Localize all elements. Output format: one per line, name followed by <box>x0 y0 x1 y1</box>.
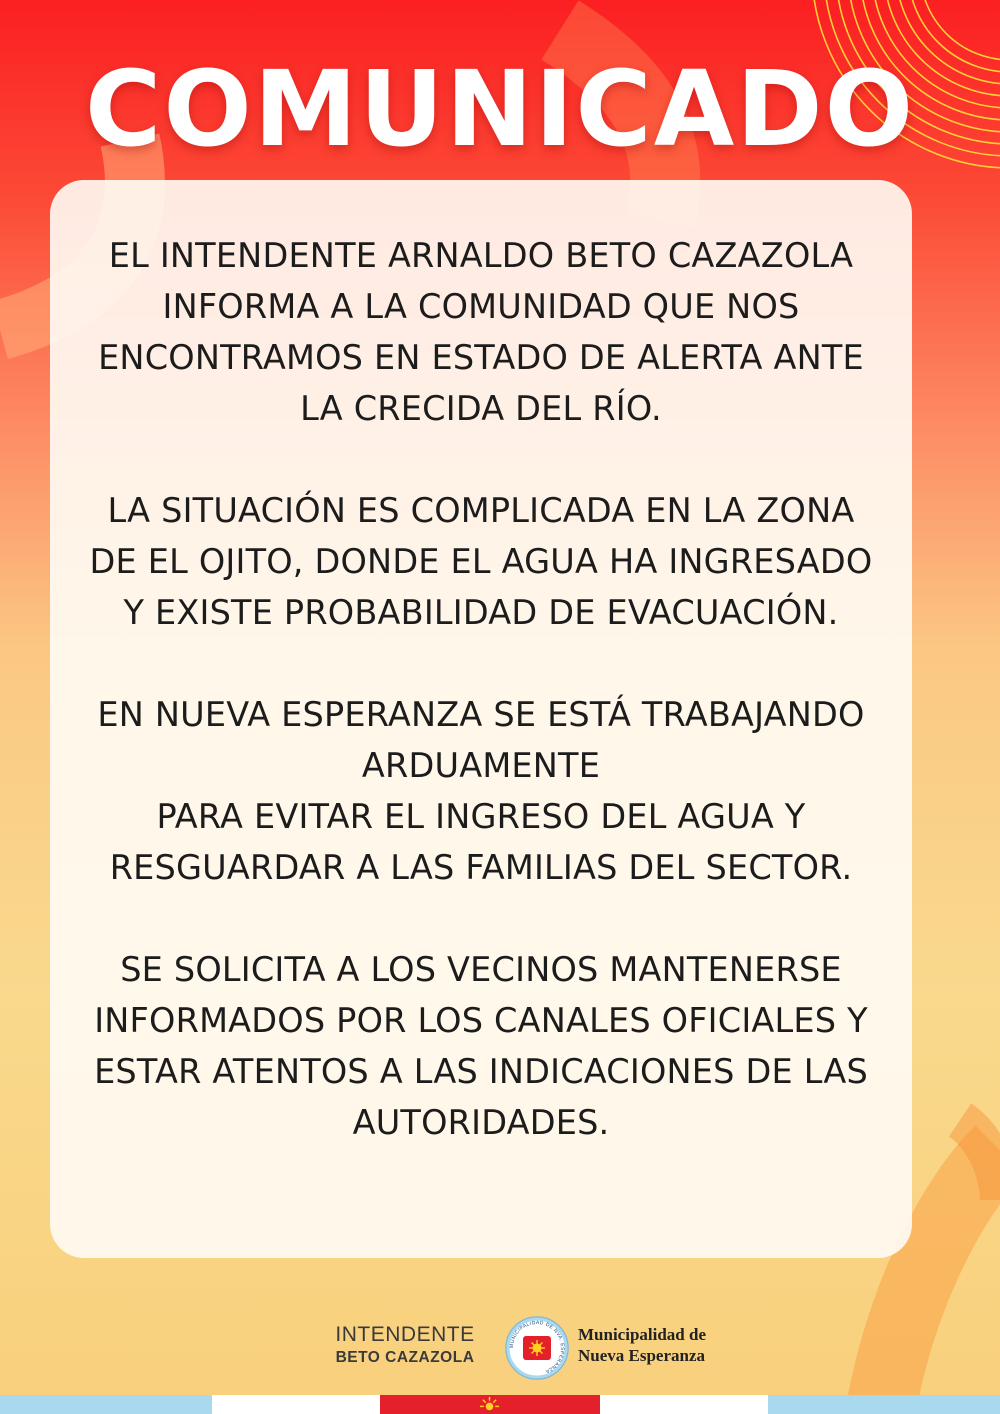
seal-text: MUNICIPALIDAD DE NVA. ESPERANZA <box>508 1319 566 1375</box>
flag-stripe-red <box>380 1395 600 1414</box>
flag-stripe-blue <box>0 1395 212 1414</box>
text-line: INFORMADOS POR LOS CANALES OFICIALES Y <box>94 1001 868 1040</box>
text-line: PARA EVITAR EL INGRESO DEL AGUA Y <box>156 797 806 836</box>
text-line: EN NUEVA ESPERANZA SE ESTÁ TRABAJANDO <box>97 695 865 734</box>
paragraph-work <box>50 689 912 893</box>
municipality-line-2: Nueva Esperanza <box>578 1346 706 1365</box>
mayor-name: BETO CAZAZOLA <box>335 1349 475 1366</box>
poster-title: COMUNICADO <box>85 48 915 170</box>
flag-stripe-blue <box>768 1395 1000 1414</box>
mayor-role: INTENDENTE <box>335 1323 475 1346</box>
text-line: Y EXISTE PROBABILIDAD DE EVACUACIÓN. <box>123 593 839 632</box>
text-line: ARDUAMENTE <box>361 746 601 785</box>
municipality-line-1: Municipalidad de <box>578 1325 707 1344</box>
sun-icon <box>480 1395 499 1414</box>
flag-stripe-white <box>600 1395 768 1414</box>
paragraph-alert <box>50 230 912 434</box>
mayor-signature <box>300 1322 510 1369</box>
paragraph-request <box>50 944 912 1148</box>
text-line: ENCONTRAMOS EN ESTADO DE ALERTA ANTE <box>98 338 864 377</box>
text-line: EL INTENDENTE ARNALDO BETO CAZAZOLA <box>108 236 854 275</box>
flag-stripe-white <box>212 1395 380 1414</box>
text-line: LA CRECIDA DEL RÍO. <box>300 389 662 428</box>
text-line: AUTORIDADES. <box>352 1103 610 1142</box>
text-line: SE SOLICITA A LOS VECINOS MANTENERSE <box>120 950 842 989</box>
municipality-name <box>578 1324 758 1366</box>
text-line: ESTAR ATENTOS A LAS INDICACIONES DE LAS <box>94 1052 868 1091</box>
text-line: INFORMA A LA COMUNIDAD QUE NOS <box>162 287 800 326</box>
text-line: RESGUARDAR A LAS FAMILIAS DEL SECTOR. <box>109 848 853 887</box>
text-line: LA SITUACIÓN ES COMPLICADA EN LA ZONA <box>107 491 855 530</box>
paragraph-situation <box>50 485 912 638</box>
flag-strip <box>0 1395 1000 1414</box>
municipal-seal-icon <box>505 1316 569 1380</box>
text-line: DE EL OJITO, DONDE EL AGUA HA INGRESADO <box>89 542 873 581</box>
message-card <box>50 180 912 1258</box>
